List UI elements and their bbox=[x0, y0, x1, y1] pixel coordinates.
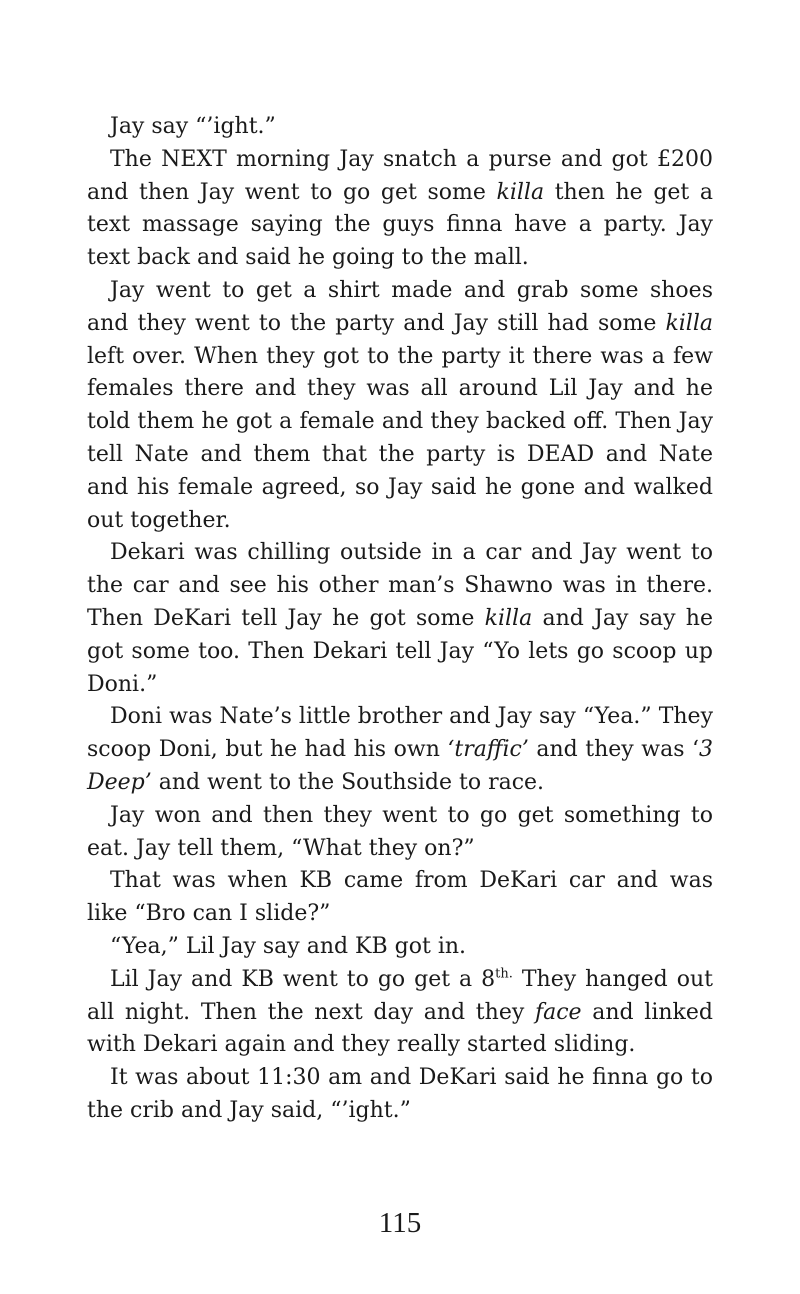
text-run: Jay won and then they went to go get something to eat. Jay tell them, “What they on?” bbox=[87, 802, 713, 861]
paragraph bbox=[87, 275, 713, 537]
emphasis-text: face bbox=[534, 999, 582, 1025]
paragraph bbox=[87, 865, 713, 931]
emphasis-text: ‘traffic’ bbox=[447, 737, 529, 763]
text-run: Dekari was chilling outside in a car and Jay went to the car and see his other man’s Shawno was in there. Then DeKari tell Jay he got some bbox=[87, 540, 713, 631]
paragraph bbox=[87, 800, 713, 866]
text-run: Jay went to get a shirt made and grab some shoes and they went to the party and Jay still had some bbox=[87, 277, 713, 336]
emphasis-text: 3 Deep’ bbox=[87, 737, 714, 795]
paragraph bbox=[87, 1062, 713, 1128]
emphasis-text: killa bbox=[496, 179, 545, 205]
paragraph bbox=[87, 931, 713, 964]
text-run: That was when KB came from DeKari car and was like “Bro can I slide?” bbox=[87, 868, 713, 927]
emphasis-text: killa bbox=[665, 310, 713, 336]
text-run: The NEXT morning Jay snatch a purse and got £200 and then Jay went to go get some bbox=[87, 146, 713, 205]
text-run: Lil Jay and KB went to go get a 8 bbox=[110, 966, 496, 992]
page-number: 115 bbox=[378, 1207, 422, 1239]
text-run: It was about 11:30 am and DeKari said he finna go to the crib and Jay said, “’ight.” bbox=[87, 1065, 713, 1123]
text-run: and went to the Southside to race. bbox=[151, 769, 545, 795]
paragraph bbox=[87, 537, 713, 701]
text-run: then he get a text massage saying the guys finna have a party. Jay text back and said he going to the mall. bbox=[87, 179, 713, 271]
page-body-text bbox=[87, 111, 713, 1128]
paragraph bbox=[87, 701, 713, 799]
text-run: They hanged out all night. Then the next day and they bbox=[87, 966, 713, 1025]
paragraph bbox=[87, 111, 713, 144]
text-run: and Jay say he got some too. Then Dekari tell Jay “Yo lets go scoop up Doni.” bbox=[87, 605, 713, 697]
text-run: left over. When they got to the party it there was a few females there and they was all around Lil Jay and he told them he got a female and they backed off. Then Jay tell Nate and them that the party is DEAD and Nate and his female agreed, so Jay said he gone and walked out together. bbox=[87, 343, 713, 533]
text-run: and linked with Dekari again and they really started sliding. bbox=[87, 999, 713, 1058]
text-run: Jay say “’ight.” bbox=[110, 114, 276, 139]
text-run: Doni was Nate’s little brother and Jay say “Yea.” They scoop Doni, but he had his own bbox=[87, 704, 713, 763]
text-run: and they was ‘ bbox=[528, 737, 700, 763]
emphasis-text: killa bbox=[484, 605, 533, 631]
paragraph bbox=[87, 964, 713, 1062]
paragraph bbox=[87, 144, 713, 275]
text-run: “Yea,” Lil Jay say and KB got in. bbox=[110, 933, 467, 959]
ordinal-superscript: th. bbox=[495, 966, 513, 982]
